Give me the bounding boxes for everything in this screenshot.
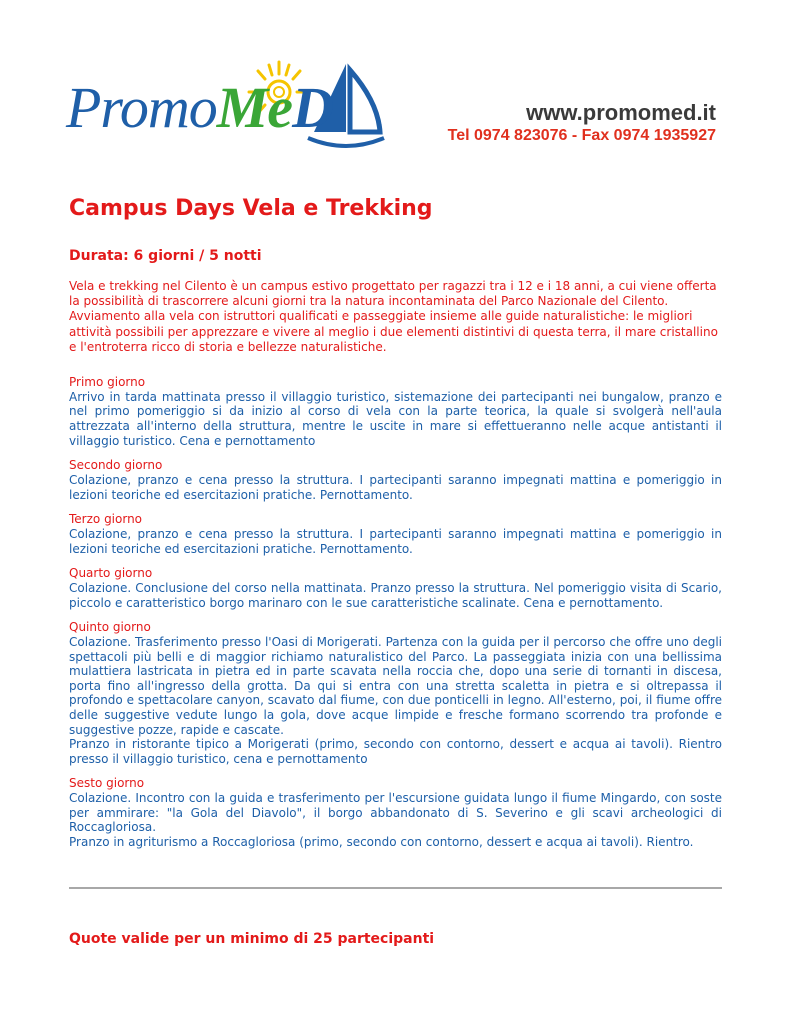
website-url[interactable]: www.promomed.it: [526, 100, 716, 125]
day-title: Primo giorno: [69, 375, 146, 390]
day-paragraph: Arrivo in tarda mattinata presso il villaggio turistico, sistemazione dei partecipanti nei bungalow, pranzo e nel primo pomeriggio si da inizio al corso di vela con la parte teorica, la quale si svolgerà nell'aula attrezzata all'interno della struttura, mentre le uscite in mare si effettueranno nelle acque antistanti il villaggio turistico. Cena e pernottamento: [69, 389, 722, 448]
day-paragraph: Colazione. Conclusione del corso nella mattinata. Pranzo presso la struttura. Nel pomeriggio visita di Scario, piccolo e caratteristico borgo marinaro con le sue caratteristiche scalinate. Cena e pernottamento.: [69, 580, 722, 610]
day-paragraph: Pranzo in agriturismo a Roccagloriosa (primo, secondo con contorno, dessert e acqua ai tavoli). Rientro.: [69, 834, 694, 849]
logo-wordmark: [66, 74, 333, 141]
phone-fax: Tel 0974 823076 - Fax 0974 1935927: [447, 127, 716, 144]
day-text: [69, 791, 722, 849]
day-title: Secondo giorno: [69, 458, 163, 473]
day-paragraph: Colazione, pranzo e cena presso la struttura. I partecipanti saranno impegnati mattina e pomeriggio in lezioni teoriche ed esercitazioni pratiche. Pernottamento.: [69, 526, 722, 556]
divider: [69, 887, 722, 889]
day-paragraph: Pranzo in ristorante tipico a Morigerati (primo, secondo con contorno, dessert e acqua ai tavoli). Rientro presso il villaggio turistico, cena e pernottamento: [69, 737, 722, 766]
intro-paragraph: Avviamento alla vela con istruttori qualificati e passeggiate insieme alle guide naturalistiche: le migliori attività possibili per apprezzare e vivere al meglio i due elementi distintivi di questa terra, il mare cristallino e l'entroterra ricco di storia e bellezze naturalistiche.: [69, 309, 718, 354]
day-item: [69, 375, 722, 448]
day-item: [69, 776, 722, 849]
logo-text-main: Promo: [66, 75, 217, 140]
day-title: Quarto giorno: [69, 566, 153, 581]
day-title: Terzo giorno: [69, 512, 143, 527]
day-paragraph: Colazione. Incontro con la guida e trasferimento per l'escursione guidata lungo il fiume Mingardo, con soste per ammirare: "la Gola del Diavolo", il borgo abbandonato di S. Severino e gli scavi archeologici di Roccagloriosa.: [69, 791, 722, 835]
itinerary: [69, 375, 722, 849]
day-item: [69, 458, 722, 502]
day-item: [69, 620, 722, 766]
day-text: [69, 527, 722, 556]
day-title: Sesto giorno: [69, 776, 145, 791]
page-header: [0, 0, 791, 170]
intro-paragraph: Vela e trekking nel Cilento è un campus estivo progettato per ragazzi tra i 12 e i 18 anni, a cui viene offerta la possibilità di trascorrere alcuni giorni tra la natura incontaminata del Parco Nazionale del Cilento.: [69, 279, 717, 309]
day-text: [69, 390, 722, 448]
duration: Durata: 6 giorni / 5 notti: [69, 248, 262, 264]
promomed-logo: [66, 60, 386, 160]
day-paragraph: Colazione, pranzo e cena presso la struttura. I partecipanti saranno impegnati mattina e pomeriggio in lezioni teoriche ed esercitazioni pratiche. Pernottamento.: [69, 472, 722, 502]
main-content: [69, 196, 722, 859]
day-text: [69, 635, 722, 766]
logo-text-d: D: [292, 75, 333, 140]
day-item: [69, 566, 722, 610]
footer-note: Quote valide per un minimo di 25 partecipanti: [69, 931, 435, 947]
day-text: [69, 581, 722, 610]
day-title: Quinto giorno: [69, 620, 151, 635]
day-item: [69, 512, 722, 556]
page-title: Campus Days Vela e Trekking: [69, 196, 433, 221]
intro: [69, 279, 722, 355]
logo-text-me: Me: [216, 75, 293, 140]
day-paragraph: Colazione. Trasferimento presso l'Oasi di Morigerati. Partenza con la guida per il percorso che offre uno degli spettacoli più belli e di maggior richiamo naturalistico del Parco. La passeggiata inizia con una bellissima mulattiera lastricata in pietra ed in parte scavata nella roccia che, dopo una serie di tornanti in discesa, porta fino all'ingresso della grotta. Da qui si entra con una stretta scaletta in pietra e si oltrepassa il profondo e spettacolare canyon, scavato dal fiume, con due ponticelli in legno. All'esterno, poi, il fiume offre delle suggestive vedute lungo la gola, dove acque limpide e fresche formano scorrendo tra profonde e suggestive pozze, rapide e cascate.: [69, 634, 722, 737]
day-text: [69, 473, 722, 502]
